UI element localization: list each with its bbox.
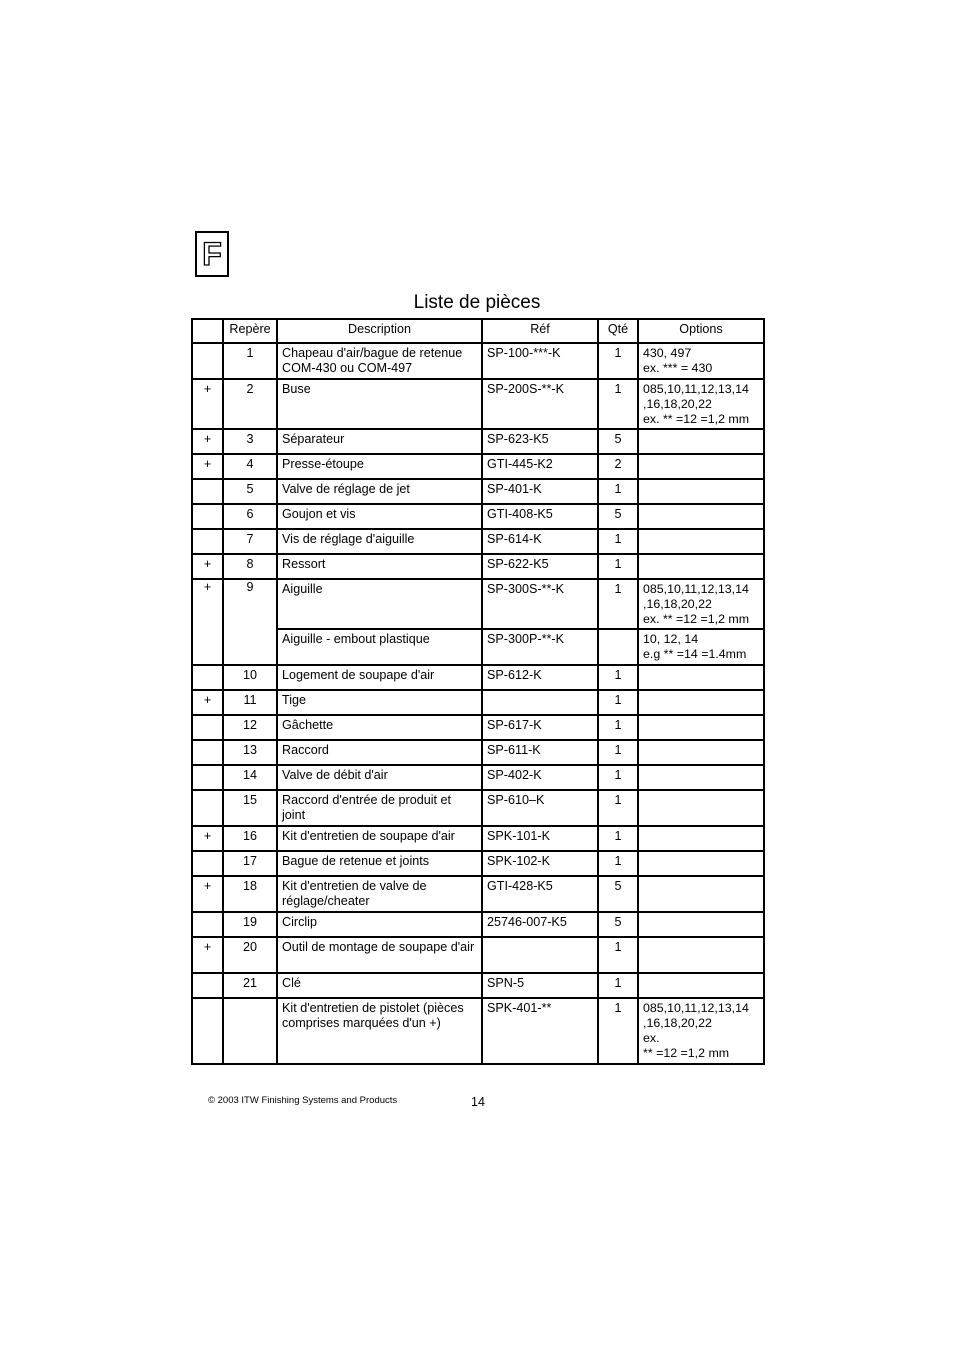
row-options <box>638 504 764 529</box>
header-mark <box>192 319 223 343</box>
row-mark <box>192 912 223 937</box>
header-description: Description <box>277 319 482 343</box>
row-qte: 1 <box>598 826 638 851</box>
row-description: Kit d'entretien de valve de réglage/cheater <box>277 876 482 912</box>
row-ref: SP-614-K <box>482 529 598 554</box>
row-qte: 1 <box>598 790 638 826</box>
row-qte: 1 <box>598 998 638 1064</box>
row-repere: 6 <box>223 504 277 529</box>
row-qte: 5 <box>598 504 638 529</box>
row-ref: SP-623-K5 <box>482 429 598 454</box>
row-description: Valve de débit d'air <box>277 765 482 790</box>
row-ref: SP-617-K <box>482 715 598 740</box>
row-description: Raccord <box>277 740 482 765</box>
row-ref: SP-612-K <box>482 665 598 690</box>
row-qte: 2 <box>598 454 638 479</box>
row-qte: 1 <box>598 973 638 998</box>
copyright-notice: © 2003 ITW Finishing Systems and Products <box>208 1095 398 1106</box>
row-qte: 1 <box>598 479 638 504</box>
row-mark <box>192 504 223 529</box>
row-ref: SPK-401-** <box>482 998 598 1064</box>
row-options: 10, 12, 14 e.g ** =14 =1.4mm <box>638 629 764 665</box>
row-ref: GTI-428-K5 <box>482 876 598 912</box>
row-repere: 2 <box>223 379 277 429</box>
row-ref: SP-611-K <box>482 740 598 765</box>
language-badge <box>195 231 229 277</box>
row-repere: 9 <box>223 579 277 665</box>
row-ref: SP-401-K <box>482 479 598 504</box>
row-options <box>638 826 764 851</box>
row-mark <box>192 479 223 504</box>
row-options <box>638 529 764 554</box>
page-number: 14 <box>471 1095 485 1109</box>
table-row <box>192 554 764 579</box>
row-ref: SP-402-K <box>482 765 598 790</box>
table-row <box>192 998 764 1064</box>
row-ref: SPN-5 <box>482 973 598 998</box>
table-row <box>192 790 764 826</box>
row-mark: + <box>192 554 223 579</box>
row-description: Gâchette <box>277 715 482 740</box>
row-repere: 7 <box>223 529 277 554</box>
row-description: Chapeau d'air/bague de retenue COM-430 ou COM-497 <box>277 343 482 379</box>
row-qte: 1 <box>598 665 638 690</box>
row-description: Kit d'entretien de soupape d'air <box>277 826 482 851</box>
row-repere: 11 <box>223 690 277 715</box>
table-row <box>192 937 764 973</box>
row-repere: 13 <box>223 740 277 765</box>
table-row <box>192 740 764 765</box>
row-options: 085,10,11,12,13,14 ,16,18,20,22 ex. ** =12 =1,2 mm <box>638 579 764 629</box>
row-description: Logement de soupape d'air <box>277 665 482 690</box>
row-description: Presse-étoupe <box>277 454 482 479</box>
table-row <box>192 690 764 715</box>
row-ref <box>482 937 598 973</box>
table-row <box>192 529 764 554</box>
table-row <box>192 765 764 790</box>
table-header-row <box>192 319 764 343</box>
header-options: Options <box>638 319 764 343</box>
row-ref <box>482 690 598 715</box>
row-mark <box>192 715 223 740</box>
header-qte: Qté <box>598 319 638 343</box>
row-options <box>638 740 764 765</box>
row-description: Raccord d'entrée de produit et joint <box>277 790 482 826</box>
row-ref: GTI-408-K5 <box>482 504 598 529</box>
row-options <box>638 690 764 715</box>
table-row <box>192 876 764 912</box>
table-row <box>192 379 764 429</box>
row-options <box>638 790 764 826</box>
row-description: Aiguille - embout plastique <box>277 629 482 665</box>
row-mark <box>192 790 223 826</box>
row-ref: SP-300P-**-K <box>482 629 598 665</box>
table-row <box>192 343 764 379</box>
row-qte: 5 <box>598 912 638 937</box>
row-description: Circlip <box>277 912 482 937</box>
row-repere: 17 <box>223 851 277 876</box>
row-options <box>638 937 764 973</box>
table-row <box>192 454 764 479</box>
row-options: 085,10,11,12,13,14 ,16,18,20,22 ex. ** =12 =1,2 mm <box>638 998 764 1064</box>
row-qte: 1 <box>598 690 638 715</box>
row-options: 085,10,11,12,13,14 ,16,18,20,22 ex. ** =12 =1,2 mm <box>638 379 764 429</box>
row-mark: + <box>192 429 223 454</box>
row-description: Ressort <box>277 554 482 579</box>
row-repere <box>223 998 277 1064</box>
row-qte: 1 <box>598 379 638 429</box>
row-qte: 5 <box>598 876 638 912</box>
row-repere: 14 <box>223 765 277 790</box>
row-qte: 1 <box>598 851 638 876</box>
row-ref: SP-622-K5 <box>482 554 598 579</box>
header-ref: Réf <box>482 319 598 343</box>
row-qte: 1 <box>598 554 638 579</box>
table-row <box>192 504 764 529</box>
row-options <box>638 715 764 740</box>
row-description: Séparateur <box>277 429 482 454</box>
row-description: Kit d'entretien de pistolet (pièces comprises marquées d'un +) <box>277 998 482 1064</box>
row-options <box>638 851 764 876</box>
table-row <box>192 579 764 629</box>
row-repere: 16 <box>223 826 277 851</box>
row-qte: 1 <box>598 343 638 379</box>
table-row <box>192 851 764 876</box>
row-mark <box>192 343 223 379</box>
row-ref: SP-300S-**-K <box>482 579 598 629</box>
row-mark: + <box>192 876 223 912</box>
header-repere: Repère <box>223 319 277 343</box>
row-repere: 15 <box>223 790 277 826</box>
row-options <box>638 554 764 579</box>
row-options <box>638 973 764 998</box>
row-mark: + <box>192 690 223 715</box>
row-qte: 1 <box>598 765 638 790</box>
row-repere: 18 <box>223 876 277 912</box>
row-qte: 1 <box>598 529 638 554</box>
row-description: Outil de montage de soupape d'air <box>277 937 482 973</box>
table-row <box>192 429 764 454</box>
row-ref: SPK-101-K <box>482 826 598 851</box>
row-description: Aiguille <box>277 579 482 629</box>
row-repere: 12 <box>223 715 277 740</box>
row-options <box>638 454 764 479</box>
table-row <box>192 715 764 740</box>
row-description: Clé <box>277 973 482 998</box>
row-qte: 1 <box>598 740 638 765</box>
table-row <box>192 479 764 504</box>
row-repere: 10 <box>223 665 277 690</box>
row-mark <box>192 765 223 790</box>
row-repere: 20 <box>223 937 277 973</box>
table-row <box>192 912 764 937</box>
row-mark <box>192 973 223 998</box>
row-description: Vis de réglage d'aiguille <box>277 529 482 554</box>
row-mark: + <box>192 826 223 851</box>
row-mark: + <box>192 379 223 429</box>
row-options <box>638 876 764 912</box>
row-ref: 25746-007-K5 <box>482 912 598 937</box>
row-repere: 19 <box>223 912 277 937</box>
row-repere: 8 <box>223 554 277 579</box>
language-badge-letter: F <box>202 236 222 272</box>
parts-table <box>191 318 765 1065</box>
table-row <box>192 665 764 690</box>
row-qte <box>598 629 638 665</box>
row-ref: GTI-445-K2 <box>482 454 598 479</box>
row-repere: 1 <box>223 343 277 379</box>
row-options <box>638 912 764 937</box>
row-options <box>638 765 764 790</box>
row-qte: 1 <box>598 579 638 629</box>
row-repere: 5 <box>223 479 277 504</box>
row-mark <box>192 740 223 765</box>
row-repere: 4 <box>223 454 277 479</box>
row-mark <box>192 851 223 876</box>
row-qte: 5 <box>598 429 638 454</box>
row-mark: + <box>192 937 223 973</box>
row-options <box>638 479 764 504</box>
row-description: Buse <box>277 379 482 429</box>
page-title: Liste de pièces <box>413 292 541 313</box>
row-mark: + <box>192 454 223 479</box>
row-ref: SP-200S-**-K <box>482 379 598 429</box>
table-row <box>192 973 764 998</box>
row-mark <box>192 665 223 690</box>
row-description: Goujon et vis <box>277 504 482 529</box>
row-ref: SP-610–K <box>482 790 598 826</box>
row-ref: SPK-102-K <box>482 851 598 876</box>
row-mark: + <box>192 579 223 665</box>
row-repere: 3 <box>223 429 277 454</box>
row-description: Valve de réglage de jet <box>277 479 482 504</box>
row-repere: 21 <box>223 973 277 998</box>
row-mark <box>192 998 223 1064</box>
table-row <box>192 629 764 665</box>
row-qte: 1 <box>598 715 638 740</box>
row-mark <box>192 529 223 554</box>
row-description: Bague de retenue et joints <box>277 851 482 876</box>
row-description: Tige <box>277 690 482 715</box>
row-options <box>638 665 764 690</box>
row-qte: 1 <box>598 937 638 973</box>
table-row <box>192 826 764 851</box>
row-ref: SP-100-***-K <box>482 343 598 379</box>
row-options: 430, 497 ex. *** = 430 <box>638 343 764 379</box>
row-options <box>638 429 764 454</box>
